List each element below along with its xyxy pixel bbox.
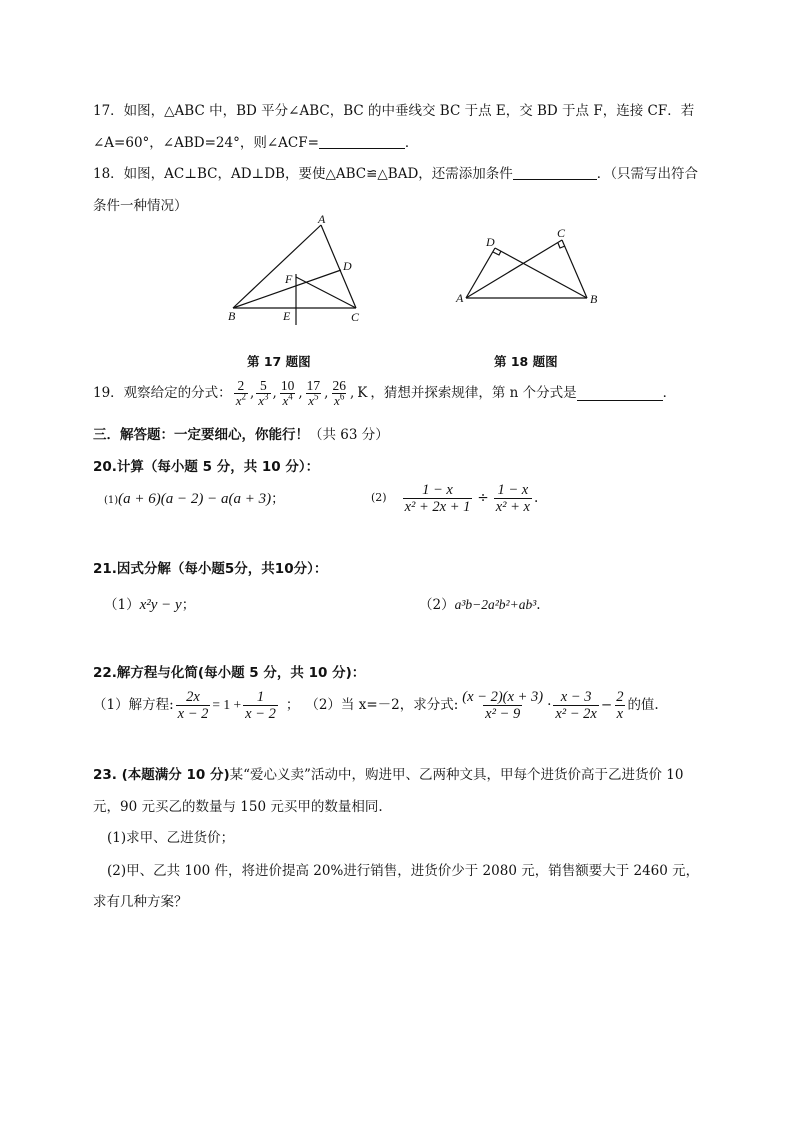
q18-line2: 条件一种情况） [93,198,188,214]
fig18-edge-db [495,248,587,298]
q19-fraction-4: $\frac{17}{x^5}$ [306,377,321,408]
q23-part2: (2)甲、乙共 100 件，将进价提高 20%进行销售，进货价少于 2080 元，销售额要大于 2460 元， [107,863,700,879]
section-3-points: （共 63 分） [309,427,389,443]
q21-expression-2: a³b−2a²b²+ab³ [454,597,537,612]
q21-part1: （1）x²y − y； [104,597,196,613]
q19-answer-blank[interactable] [577,386,663,401]
q22-parts: （1）解方程: $\frac{2x}{x - 2}$ = 1 + $\frac{1}{x - 2}$ ； （2）当 x=－2，求分式: $\frac{(x - 2)(x + 3)}{\text{x² − 9}}$ · $\frac{x - 3}{\text{x² − 2x}}$ − $\frac{2}{x}$ 的值. [93,688,659,722]
fig18-caption: 第 18 题图 [494,354,558,369]
q22-fraction-1: $\frac{(x - 2)(x + 3)}{\text{x² − 9}}$ [462,688,544,722]
q22-fraction-2: $\frac{x - 3}{\text{x² − 2x}}$ [555,688,597,722]
fig18-edge-ac [466,240,562,298]
q22-equation-rhs: $\frac{1}{x - 2}$ [245,688,276,722]
fig17-segment-cf [296,277,356,308]
q19-ellipsis: K [357,385,368,401]
figure-17 [222,212,372,330]
section-3-title: 三．解答题：一定要细心，你能行！ [93,427,309,443]
fig17-label-d: D [343,259,352,273]
q19-text: 19．观察给定的分式： [93,385,232,401]
q17-condition: ∠A=60°，∠ABD=24°，则∠ACF= [93,135,319,151]
q23-line1 [93,766,683,784]
q22-fraction-3: $\frac{2}{x}$ [616,688,624,722]
q17-answer-blank[interactable] [319,134,405,149]
q21-expression-1: x²y − y [139,597,182,613]
q23-line2: 元，90 元买乙的数量与 150 元买甲的数量相同. [93,799,383,815]
fig18-label-b: B [590,292,598,306]
q19-fraction-5: $\frac{26}{x^6}$ [332,377,346,408]
fig18-label-c: C [557,226,566,240]
q18-line1: 18．如图，AC⊥BC，AD⊥DB，要使△ABC≌△BAD，还需添加条件 ．（只需写出符合 [93,166,699,182]
q19-fraction-3: $\frac{10}{x^4}$ [280,377,295,408]
q17-line2: ∠A=60°，∠ABD=24°，则∠ACF= ． [93,135,419,151]
q20-fraction-1: $\frac{1 - x}{\text{x² + 2x + 1}}$ [404,481,471,515]
q23-text: 某“爱心义卖”活动中，购进甲、乙两种文具，甲每个进货价高于乙进货价 10 [229,767,684,783]
q22-title: 22.解方程与化简(每小题 5 分，共 10 分)： [93,665,366,681]
q20-fraction-2: $\frac{1 - x}{\text{x² + x}}$ [495,481,530,515]
fig18-label-a: A [456,291,464,305]
q21-title: 21.因式分解（每小题5分，共10分）： [93,561,328,577]
section-3-heading [93,426,389,444]
fig17-label-e: E [283,309,291,323]
fig17-label-c: C [351,310,360,324]
fig18-edge-ad [466,248,495,298]
fig18-edge-cb [562,240,587,298]
q19-line: 19．观察给定的分式： $\frac{2}{x^2}$ , $\frac{5}{x^3}$ , $\frac{10}{x^4}$ , $\frac{17}{x^5}$ , $\frac{26}{x^6}$ , K ，猜想并探索规律，第 n 个分式是 ． [93,377,677,408]
fig17-caption: 第 17 题图 [247,354,311,369]
q21-part2: （2）a³b−2a²b²+ab³. [419,597,541,613]
q20-part1: (1)(a + 6)(a − 2) − a(a + 3)； [104,491,285,507]
q19-fraction-2: $\frac{5}{x^3}$ [258,377,269,408]
fig17-label-f: F [285,272,293,286]
q23-heading: 23. (本题满分 10 分) [93,767,230,783]
q20-expression-1: (a + 6)(a − 2) − a(a + 3) [118,491,272,507]
q17-line1 [93,102,694,120]
q20-part2: (2) $\frac{1 - x}{\text{x² + 2x + 1}}$ ÷ $\frac{1 - x}{\text{x² + x}}$ . [371,481,539,515]
q18-text: 18．如图，AC⊥BC，AD⊥DB，要使△ABC≌△BAD，还需添加条件 [93,166,513,182]
q18-answer-blank[interactable] [513,165,597,180]
figure-18 [452,226,607,310]
q17-text: 17．如图，△ABC 中，BD 平分∠ABC，BC 的中垂线交 BC 于点 E，交 BD 于点 F，连接 CF．若 [93,103,695,119]
fig17-edge-ba [233,225,321,308]
fig17-label-b: B [228,309,236,323]
q23-part2-cont: 求有几种方案？ [93,894,188,910]
q19-fraction-1: $\frac{2}{x^2}$ [235,377,246,408]
q22-equation-lhs: $\frac{2x}{x - 2}$ [177,688,209,722]
fig18-label-d: D [486,235,495,249]
fig18-right-angle-d [493,251,501,255]
q23-part1: (1)求甲、乙进货价； [107,830,235,846]
fig17-label-a: A [318,212,326,226]
q20-title: 20.计算（每小题 5 分，共 10 分）： [93,459,320,475]
